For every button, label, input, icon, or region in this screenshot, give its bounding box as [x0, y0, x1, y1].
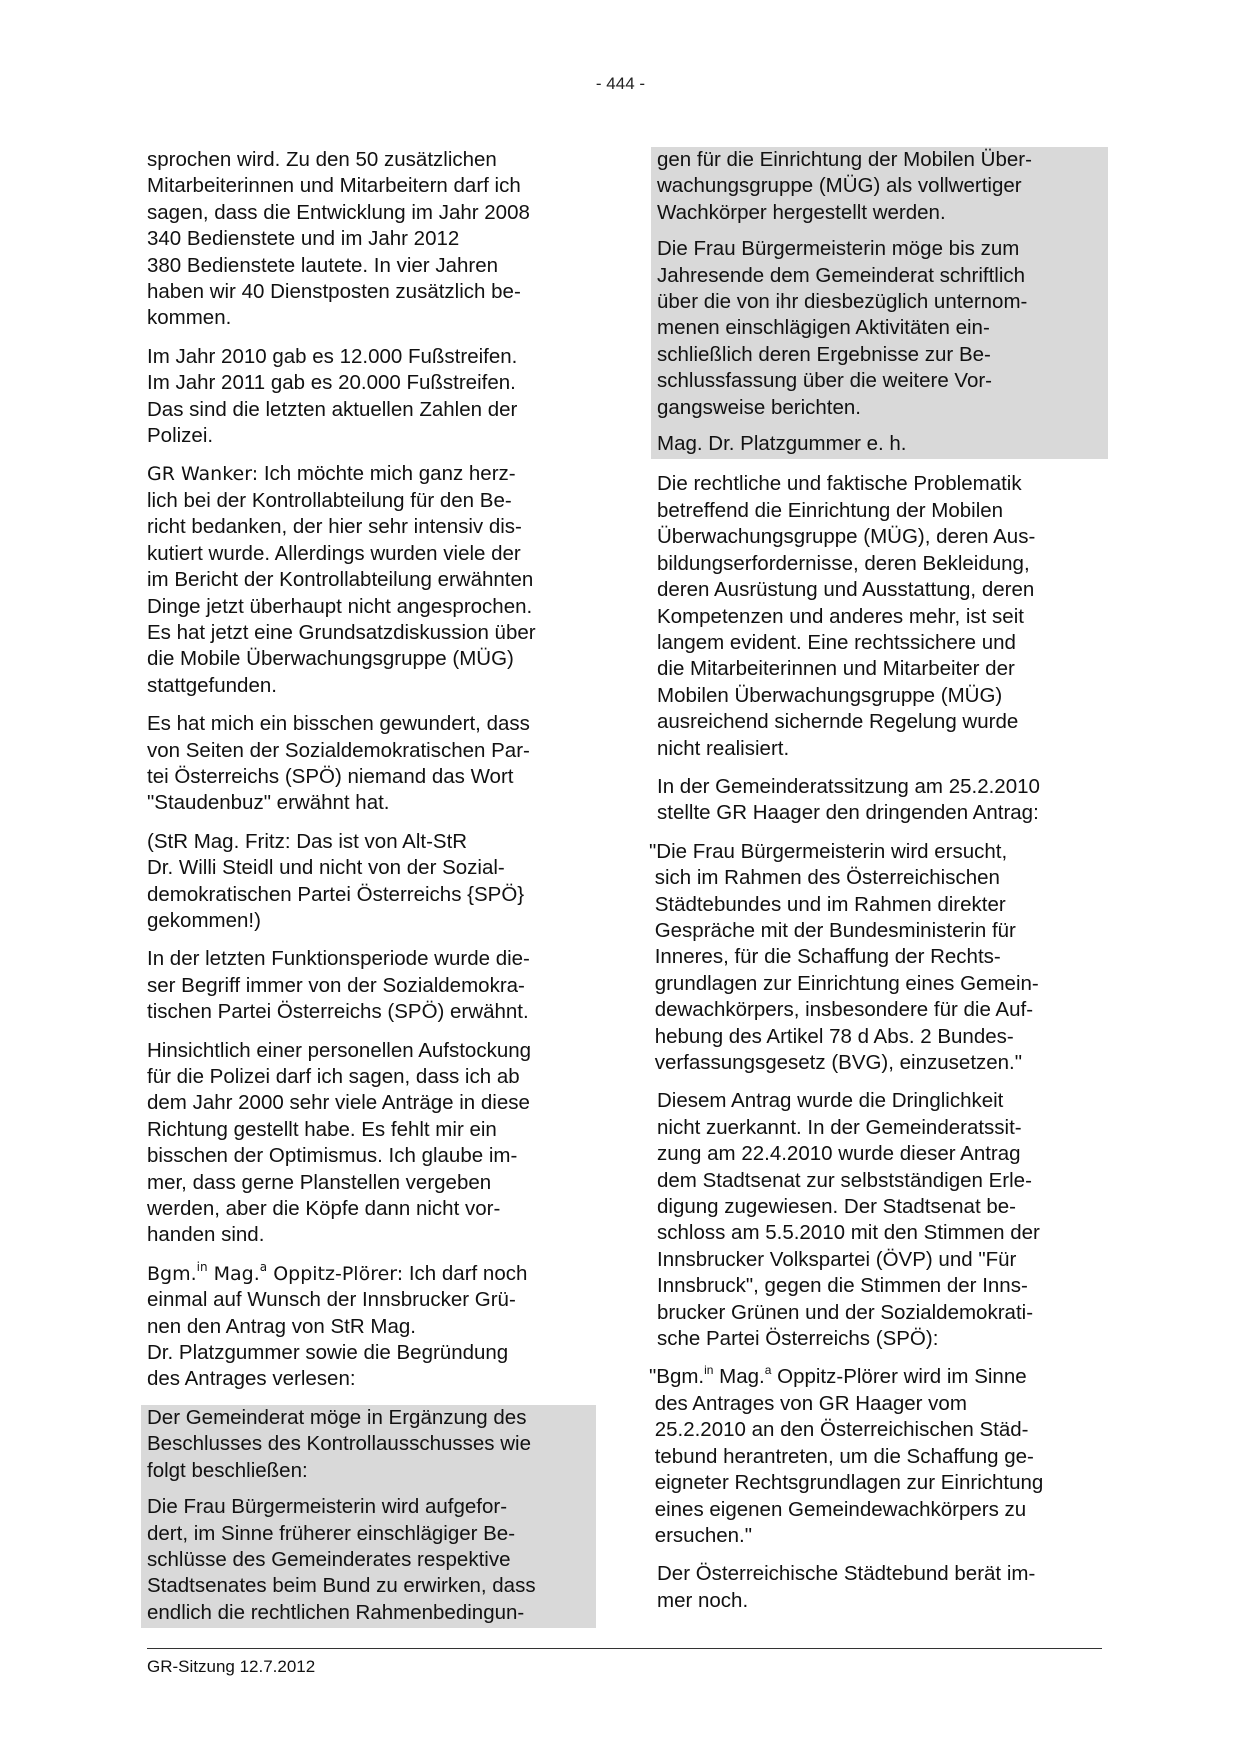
- text-line: Dinge jetzt überhaupt nicht angesprochen.: [147, 594, 533, 618]
- text-line: im Bericht der Kontrollabteilung erwähnten: [147, 568, 534, 592]
- text-line: demokratischen Partei Österreichs {SPÖ}: [147, 882, 525, 906]
- text-line: digung zugewiesen. Der Stadtsenat be-: [657, 1195, 1016, 1219]
- text-line: Polizei.: [147, 424, 214, 448]
- text-line: Mobilen Überwachungsgruppe (MÜG): [657, 683, 1003, 707]
- text-line: Beschlusses des Kontrollausschusses wie: [147, 1432, 531, 1456]
- text-line: Innsbruck", gegen die Stimmen der Inns-: [657, 1274, 1028, 1298]
- text-line: Die Frau Bürgermeisterin möge bis zum: [657, 237, 1020, 261]
- text-line: lich bei der Kontrollabteilung für den Be-: [147, 488, 512, 512]
- text-line: bisschen der Optimismus. Ich glaube im-: [147, 1144, 518, 1168]
- paragraph: [147, 461, 590, 699]
- text-line: dem Stadtsenat zur selbstständigen Erle-: [657, 1168, 1032, 1192]
- text-line: brucker Grünen und der Sozialdemokrati-: [657, 1300, 1034, 1324]
- text-line: des Antrages von GR Haager vom: [649, 1391, 967, 1415]
- text-line: dert, im Sinne früherer einschlägiger Be-: [147, 1521, 516, 1545]
- text-line: endlich die rechtlichen Rahmenbedingun-: [147, 1600, 525, 1624]
- speaker-line: GR Wanker: Ich möchte mich ganz herz-: [147, 462, 516, 486]
- paragraph: [147, 711, 590, 817]
- footer-rule: [147, 1648, 1102, 1649]
- text-line: mer noch.: [657, 1588, 749, 1612]
- left-column: [147, 147, 590, 1628]
- text-line: schlüsse des Gemeinderates respektive: [147, 1547, 511, 1571]
- text-line: eines eigenen Gemeindewachkörpers zu: [649, 1497, 1027, 1521]
- text-line: gangsweise berichten.: [657, 395, 861, 419]
- paragraph: [147, 147, 590, 332]
- text-line: Der Gemeinderat möge in Ergänzung des: [147, 1405, 527, 1429]
- text-line: die Mitarbeiterinnen und Mitarbeiter der: [657, 657, 1015, 681]
- text-line: Städtebundes und im Rahmen direkter: [649, 892, 1006, 916]
- text-line: (StR Mag. Fritz: Das ist von Alt-StR: [147, 829, 468, 853]
- text-line: sprochen wird. Zu den 50 zusätzlichen: [147, 148, 497, 171]
- speaker-name: GR Wanker:: [147, 463, 259, 486]
- text-line: sagen, dass die Entwicklung im Jahr 2008: [147, 200, 530, 224]
- text-line: verfassungsgesetz (BVG), einzusetzen.": [649, 1051, 1023, 1074]
- paragraph: [147, 946, 590, 1025]
- interjection: [147, 829, 590, 935]
- text-line: schließlich deren Ergebnisse zur Be-: [657, 342, 991, 366]
- text-line: Im Jahr 2011 gab es 20.000 Fußstreifen.: [147, 371, 516, 395]
- text-line: hebung des Artikel 78 d Abs. 2 Bundes-: [649, 1024, 1014, 1048]
- text-line: nicht realisiert.: [657, 736, 790, 760]
- text-line: tebund herantreten, um die Schaffung ge-: [649, 1444, 1034, 1468]
- quoted-motion: [649, 839, 1102, 1077]
- text-line: tischen Partei Österreichs (SPÖ) erwähnt.: [147, 1000, 529, 1024]
- paragraph: [657, 774, 1102, 827]
- text-line: Dr. Platzgummer sowie die Begründung: [147, 1341, 509, 1365]
- text-line: Es hat jetzt eine Grundsatzdiskussion über: [147, 620, 536, 644]
- text-line: sich im Rahmen des Österreichischen: [649, 866, 1000, 890]
- motion-paragraph: [657, 147, 1102, 226]
- motion-signature: [657, 431, 1102, 457]
- text-line: Hinsichtlich einer personellen Aufstockung: [147, 1038, 532, 1062]
- text-line: Stadtsenates beim Bund zu erwirken, dass: [147, 1574, 536, 1598]
- page-number: - 444 -: [595, 74, 646, 93]
- text-line: über die von ihr diesbezüglich unternom-: [657, 290, 1028, 314]
- motion-paragraph: [147, 1494, 590, 1626]
- paragraph: [147, 1261, 590, 1393]
- footer-session-date: GR-Sitzung 12.7.2012: [147, 1657, 316, 1676]
- text-line: nicht zuerkannt. In der Gemeinderatssit-: [657, 1115, 1022, 1139]
- speaker-line: Bgm.$^{in}$ Mag.$^a$ Oppitz-Plörer: Ich darf noch: [147, 1259, 528, 1285]
- text-line: gen für die Einrichtung der Mobilen Über-: [657, 148, 1032, 171]
- text-line: Inneres, für die Schaffung der Rechts-: [649, 945, 1001, 969]
- paragraph-body: [147, 488, 590, 699]
- text-line: Die Frau Bürgermeisterin wird aufgefor-: [147, 1495, 508, 1519]
- text-line: 25.2.2010 an den Österreichischen Städ-: [649, 1418, 1029, 1442]
- text-line: mer, dass gerne Planstellen vergeben: [147, 1170, 492, 1194]
- text-line: In der letzten Funktionsperiode wurde die-: [147, 947, 530, 971]
- text-line: ser Begriff immer von der Sozialdemokra-: [147, 973, 525, 997]
- paragraph: [147, 344, 590, 450]
- text-line: bildungserfordernisse, deren Bekleidung,: [657, 551, 1030, 575]
- text-line: richt bedanken, der hier sehr intensiv dis-: [147, 515, 522, 539]
- text-line: Kompetenzen und anderes mehr, ist seit: [657, 604, 1024, 628]
- text-line: Im Jahr 2010 gab es 12.000 Fußstreifen.: [147, 344, 518, 368]
- text-line: In der Gemeinderatssitzung am 25.2.2010: [657, 774, 1040, 798]
- text-line: Innsbrucker Volkspartei (ÖVP) und "Für: [657, 1247, 1017, 1271]
- text-line: schlussfassung über die weitere Vor-: [657, 369, 993, 393]
- right-column: [649, 147, 1102, 1626]
- text-line: Mitarbeiterinnen und Mitarbeitern darf ich: [147, 174, 521, 198]
- text-line: Diesem Antrag wurde die Dringlichkeit: [657, 1089, 1004, 1113]
- text-line: Der Österreichische Städtebund berät im-: [657, 1562, 1036, 1586]
- text-line: dewachkörpers, insbesondere für die Auf-: [649, 998, 1034, 1022]
- text-line: gekommen!): [147, 908, 261, 932]
- text-line: tei Österreichs (SPÖ) niemand das Wort: [147, 764, 514, 788]
- text-line: betreffend die Einrichtung der Mobilen: [657, 498, 1004, 522]
- text-line: ersuchen.": [649, 1523, 753, 1547]
- text-line: Die rechtliche und faktische Problematik: [657, 472, 1022, 496]
- text-line: Mag. Dr. Platzgummer e. h.: [657, 432, 907, 456]
- paragraph-body: [147, 1287, 590, 1393]
- text-line: Wachkörper hergestellt werden.: [657, 200, 946, 224]
- text-line: stattgefunden.: [147, 673, 277, 697]
- quoted-resolution: "Bgm.$^{in}$ Mag.$^a$ Oppitz-Plörer wird im Sinne des Antrages von GR Haager vom 25.2.2010 an den Österreichischen Städ- tebund herantreten, um die Schaffung ge- eigneter Rechtsgrundlagen zur Einrichtung eines eigenen Gemeindewachkörpers zu ersuchen.": [649, 1364, 1102, 1549]
- text-line: 380 Bedienstete lautete. In vier Jahren: [147, 253, 499, 277]
- paragraph: [657, 1088, 1102, 1352]
- text-line: des Antrages verlesen:: [147, 1367, 356, 1391]
- text-line: Richtung gestellt habe. Es fehlt mir ein: [147, 1117, 497, 1141]
- text-line: zung am 22.4.2010 wurde dieser Antrag: [657, 1142, 1021, 1166]
- paragraph: [657, 1561, 1102, 1614]
- motion-text-block: [141, 1405, 596, 1628]
- text-line: Überwachungsgruppe (MÜG), deren Aus-: [657, 525, 1036, 549]
- text-line: wachungsgruppe (MÜG) als vollwertiger: [657, 174, 1022, 198]
- text-line: ausreichend sichernde Regelung wurde: [657, 710, 1019, 734]
- text-line: kutiert wurde. Allerdings wurden viele der: [147, 541, 521, 565]
- text-line: "Staudenbuz" erwähnt hat.: [147, 791, 390, 815]
- text-line: nen den Antrag von StR Mag.: [147, 1314, 416, 1338]
- text-line: Das sind die letzten aktuellen Zahlen der: [147, 397, 518, 421]
- text-line: folgt beschließen:: [147, 1458, 308, 1482]
- paragraph: [657, 471, 1102, 761]
- motion-paragraph: [657, 236, 1102, 421]
- text-line: 340 Bedienstete und im Jahr 2012: [147, 227, 460, 251]
- motion-text-block: [651, 147, 1108, 459]
- text-line: eigneter Rechtsgrundlagen zur Einrichtung: [649, 1471, 1044, 1495]
- text-line: handen sind.: [147, 1223, 265, 1247]
- text-line: grundlagen zur Einrichtung eines Gemein-: [649, 971, 1039, 995]
- text-line: dem Jahr 2000 sehr viele Anträge in diese: [147, 1091, 530, 1115]
- text-line: Dr. Willi Steidl und nicht von der Sozial-: [147, 856, 505, 880]
- motion-paragraph: [147, 1405, 590, 1484]
- text-line: menen einschlägigen Aktivitäten ein-: [657, 316, 990, 340]
- text-line: Gespräche mit der Bundesministerin für: [649, 918, 1016, 942]
- text-line: einmal auf Wunsch der Innsbrucker Grü-: [147, 1288, 516, 1312]
- text-line: langem evident. Eine rechtssichere und: [657, 630, 1016, 654]
- text-line: die Mobile Überwachungsgruppe (MÜG): [147, 647, 514, 671]
- paragraph: [147, 1038, 590, 1249]
- text-line: Es hat mich ein bisschen gewundert, dass: [147, 712, 530, 736]
- text-line: von Seiten der Sozialdemokratischen Par-: [147, 738, 530, 762]
- text-line: für die Polizei darf ich sagen, dass ich ab: [147, 1065, 520, 1088]
- text-line: stellte GR Haager den dringenden Antrag:: [657, 801, 1039, 825]
- paragraph-body: [649, 1391, 1102, 1549]
- speaker-name: Bgm.$^{in}$ Mag.$^a$ Oppitz-Plörer:: [147, 1259, 404, 1285]
- text-line: kommen.: [147, 306, 232, 330]
- text-line: deren Ausrüstung und Ausstattung, deren: [657, 578, 1035, 602]
- text-line: haben wir 40 Dienstposten zusätzlich be-: [147, 280, 521, 304]
- text-line: werden, aber die Köpfe dann nicht vor-: [147, 1197, 501, 1221]
- text-line: Jahresende dem Gemeinderat schriftlich: [657, 263, 1026, 287]
- text-line: "Die Frau Bürgermeisterin wird ersucht,: [649, 839, 1008, 863]
- text-line: schloss am 5.5.2010 mit den Stimmen der: [657, 1221, 1040, 1245]
- text-line: sche Partei Österreichs (SPÖ):: [657, 1327, 939, 1351]
